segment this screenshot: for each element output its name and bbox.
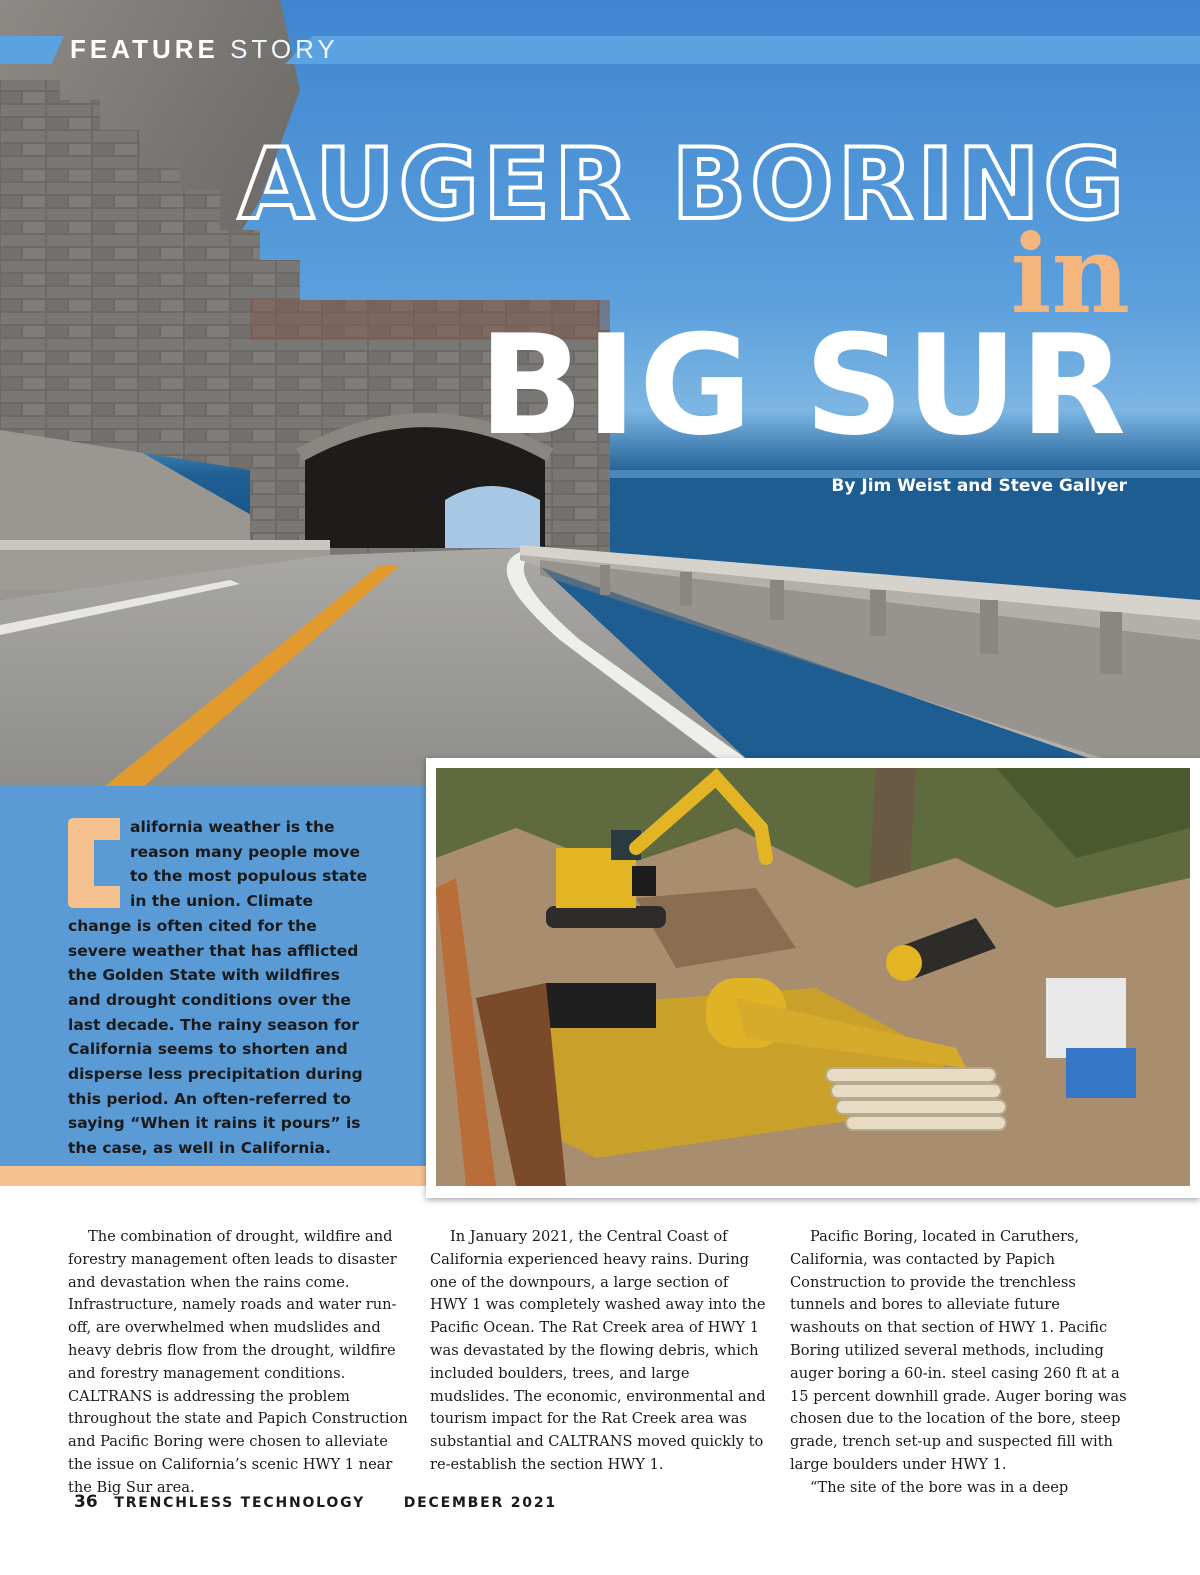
- body-paragraph: “The site of the bore was in a deep: [810, 1478, 1069, 1496]
- issue-date: DECEMBER 2021: [403, 1495, 557, 1511]
- article-title-line-2: BIG SUR: [478, 305, 1128, 466]
- body-column-1: [68, 1226, 408, 1500]
- body-paragraph: In January 2021, the Central Coast of California experienced heavy rains. During one of the downpours, a large section of HWY 1 was completely washed away into the Pacific Ocean. The Rat Creek area of HWY 1 was devastated by the flowing debris, which included boulders, trees, and large mudslides. The economic, environmental and tourism impact for the Rat Creek area was substantial and CALTRANS moved quickly to re-establish the section HWY 1.: [430, 1228, 766, 1473]
- body-column-2: [430, 1226, 770, 1477]
- feature-bar-left-accent: [0, 36, 64, 64]
- intro-panel-accent-strip: [0, 1166, 426, 1186]
- article-title-line-1: AUGER BORING: [238, 128, 1128, 242]
- drop-cap: [68, 818, 120, 908]
- drop-cap-letter-c: [68, 818, 120, 908]
- section-label-light: STORY: [230, 34, 339, 64]
- construction-site-photo: [436, 768, 1190, 1186]
- publication-name: TRENCHLESS TECHNOLOGY: [114, 1495, 366, 1511]
- section-label-bold: FEATURE: [70, 34, 219, 64]
- body-paragraph: The combination of drought, wildfire and forestry management often leads to disaster and devastation when the rains come. Infrastructure, namely roads and water run-off, are overwhelmed when mudslides and heavy debris flow from the drought, wildfire and forestry management conditions. CALTRANS is addressing the problem throughout the state and Papich Construction and Pacific Boring were chosen to alleviate the issue on California’s scenic HWY 1 near the Big Sur area.: [68, 1228, 408, 1496]
- page-number: 36: [74, 1492, 98, 1512]
- auger-boring-site-illustration: [436, 768, 1190, 1186]
- page-footer: [74, 1492, 557, 1512]
- intro-text-body: alifornia weather is the reason many people move to the most populous state in the union. Climate change is often cited for the severe weather that has afflicted the Golden State with wildfires and drought conditions over the last decade. The rainy season for California seems to shorten and disperse less precipitation during this period. An often-referred to saying “When it rains it pours” is the case, as well in California.: [68, 818, 368, 1158]
- body-column-3: [790, 1226, 1130, 1500]
- article-title-connector: in: [1010, 212, 1130, 338]
- byline: By Jim Weist and Steve Gallyer: [831, 476, 1127, 496]
- feature-bar-right-accent: [285, 36, 1200, 64]
- intro-paragraph: [68, 815, 368, 1161]
- section-label: [70, 34, 339, 64]
- body-paragraph: Pacific Boring, located in Caruthers, California, was contacted by Papich Construction to provide the trenchless tunnels and bores to alleviate future washouts on that section of HWY 1. Pacific Boring utilized several methods, including auger boring a 60-in. steel casing 260 ft at a 15 percent downhill grade. Auger boring was chosen due to the location of the bore, steep grade, trench set-up and suspected fill with large boulders under HWY 1.: [790, 1228, 1127, 1473]
